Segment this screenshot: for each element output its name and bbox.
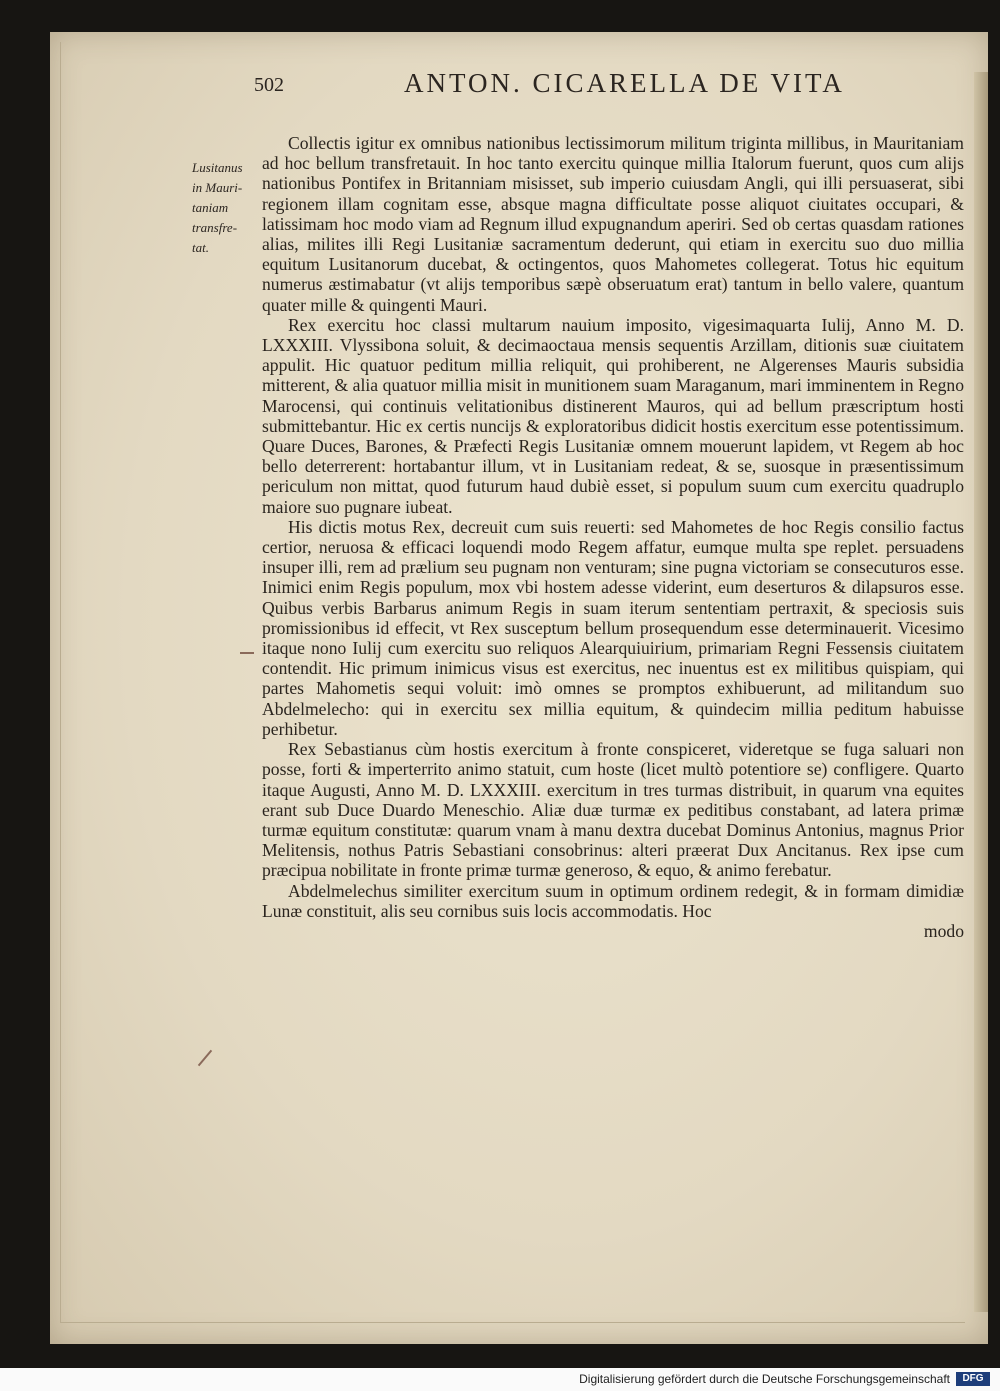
- page-number: 502: [254, 74, 284, 96]
- marginal-note-line: tat.: [192, 240, 209, 255]
- dfg-logo-icon: DFG: [956, 1372, 990, 1386]
- main-text: [262, 133, 964, 941]
- marginal-note-line: taniam: [192, 200, 229, 215]
- marginal-note-line: transfre-: [192, 220, 238, 235]
- catchword: modo: [923, 920, 964, 941]
- marginal-note-line: in Mauri-: [192, 180, 243, 195]
- paragraph: His dictis motus Rex, decreuit cum suis reuerti: sed Mahometes de hoc Regis consilio factus certior, neruosa & efficaci loquendi modo Regem affatur, eumque multa spe replet. persuadens insuper illi, rem ad prælium seu pugnam non venturam; sine pugna victoriam se consecuturos esse. Inimici enim Regis populum, mox vbi hostem adesse viderint, eum deserturos & dilapsuros esse. Quibus verbis Barbarus animum Regis in suam iterum sententiam pertraxit, & speciosis suis promissionibus id effecit, vt Rex susceptum bellum prosequendum esse determinauerit. Vicesimo itaque nono Iulij cum exercitu suo reliquos Alearquiuirium, primariam Regni Fessensis ciuitatem contendit. Hic primum inimicus visus est exercitus, nec inuentus est ex militibus quispiam, qui partes Mahometis sequi voluit: imò omnes se promptos exhibuerunt, ad militandum suo Abdelmelecho: qui in exercitu sex millia equitum, & quindecim millia peditum habuisse perhibetur.: [262, 516, 964, 739]
- header-title: ANTON. CICARELLA DE VITA: [404, 68, 845, 98]
- paragraph: Rex exercitu hoc classi multarum nauium imposito, vigesimaquarta Iulij, Anno M. D. LXXXIII. Vlyssibona soluit, & decimaoctaua mensis sequentis Arzillam, ditionis suæ ciuitatem appulit. Hic quatuor peditum millia reliquit, qui prohiberent, ne Algerenses Mauris subsidia mitterent, & alia quatuor millia misit in munitionem suam Maraganum, mari imminentem in Regno Marocensi, qui continuis velitationibus distinerent Mauros, qui ad bellum præscriptum hosti submittebantur. Hic ex certis nuncijs & exploratoribus didicit hostis exercitum esse potentissimum. Quare Duces, Barones, & Præfecti Regis Lusitaniæ omnem mouerunt lapidem, vt Regem ab hoc bello deterrerent: hortabantur illum, vt in Lusitaniam redeat, & se, suosque in præsentissimum periculum non mittat, quod futurum haud dubiè esset, si populum suum cum exercitu quadruplo maiore suo pugnare iubeat.: [262, 314, 964, 517]
- footer-credit: Digitalisierung gefördert durch die Deutsche Forschungsgemeinschaft: [579, 1372, 950, 1386]
- footer-bar: [0, 1368, 1000, 1391]
- pencil-mark: [240, 652, 254, 654]
- paragraph: Collectis igitur ex omnibus nationibus lectissimorum militum triginta millibus, in Mauritaniam ad hoc bellum transfretauit. In hoc tanto exercitu quinque millia Italorum fuerunt, quos cum alijs nationibus Pontifex in Britanniam misisset, sub imperio cuiusdam Angli, qui illi persuaserat, sibi regionem illam cognitam esse, absque magna difficultate posse aliquot ciuitates occupari, & latissimam hoc modo viam ad Regnum illud expugnandum aperiri. Sed ob certas quasdam rationes alias, milites illi Regi Lusitaniæ sacramentum dederunt, qui etiam in exercitu suo duo millia equitum Lusitanorum ducebat, & octingentos, quos Mahometes collegerat. Totus hic equitum numerus æstimabatur (vt alijs temporibus sæpè obseruatum erat) tantum in bello valere, quantum quater mille & quingenti Mauri.: [262, 133, 964, 315]
- marginal-note-line: Lusitanus: [192, 160, 243, 175]
- page-edge: [974, 72, 988, 1312]
- marginal-note: [192, 158, 262, 258]
- running-head: [254, 68, 954, 108]
- paragraph: Rex Sebastianus cùm hostis exercitum à fronte conspiceret, videretque se fuga saluari non posse, forti & imperterrito animo statuit, cum hoste (licet multò potentiore se) confligere. Quarto itaque Augusti, Anno M. D. LXXXIII. exercitum in tres turmas distribuit, in quarum vna equites erant sub Duce Duardo Meneschio. Aliæ duæ turmæ ex peditibus constabant, ad latera primæ turmæ equitum constitutæ: quarum vnam à manu dextra ducebat Dominus Antonius, magnus Prior Melitensis, nothus Patris Sebastiani consobrinus: alteri præerat Dux Ancitanus. Rex ipse cum præcipua nobilitate in fronte primæ turmæ generoso, & equo, & animo ferebatur.: [262, 739, 964, 881]
- paragraph: Abdelmelechus similiter exercitum suum in optimum ordinem redegit, & in formam dimidiæ Lunæ constituit, alis seu cornibus suis locis accommodatis. Hoc: [262, 880, 964, 921]
